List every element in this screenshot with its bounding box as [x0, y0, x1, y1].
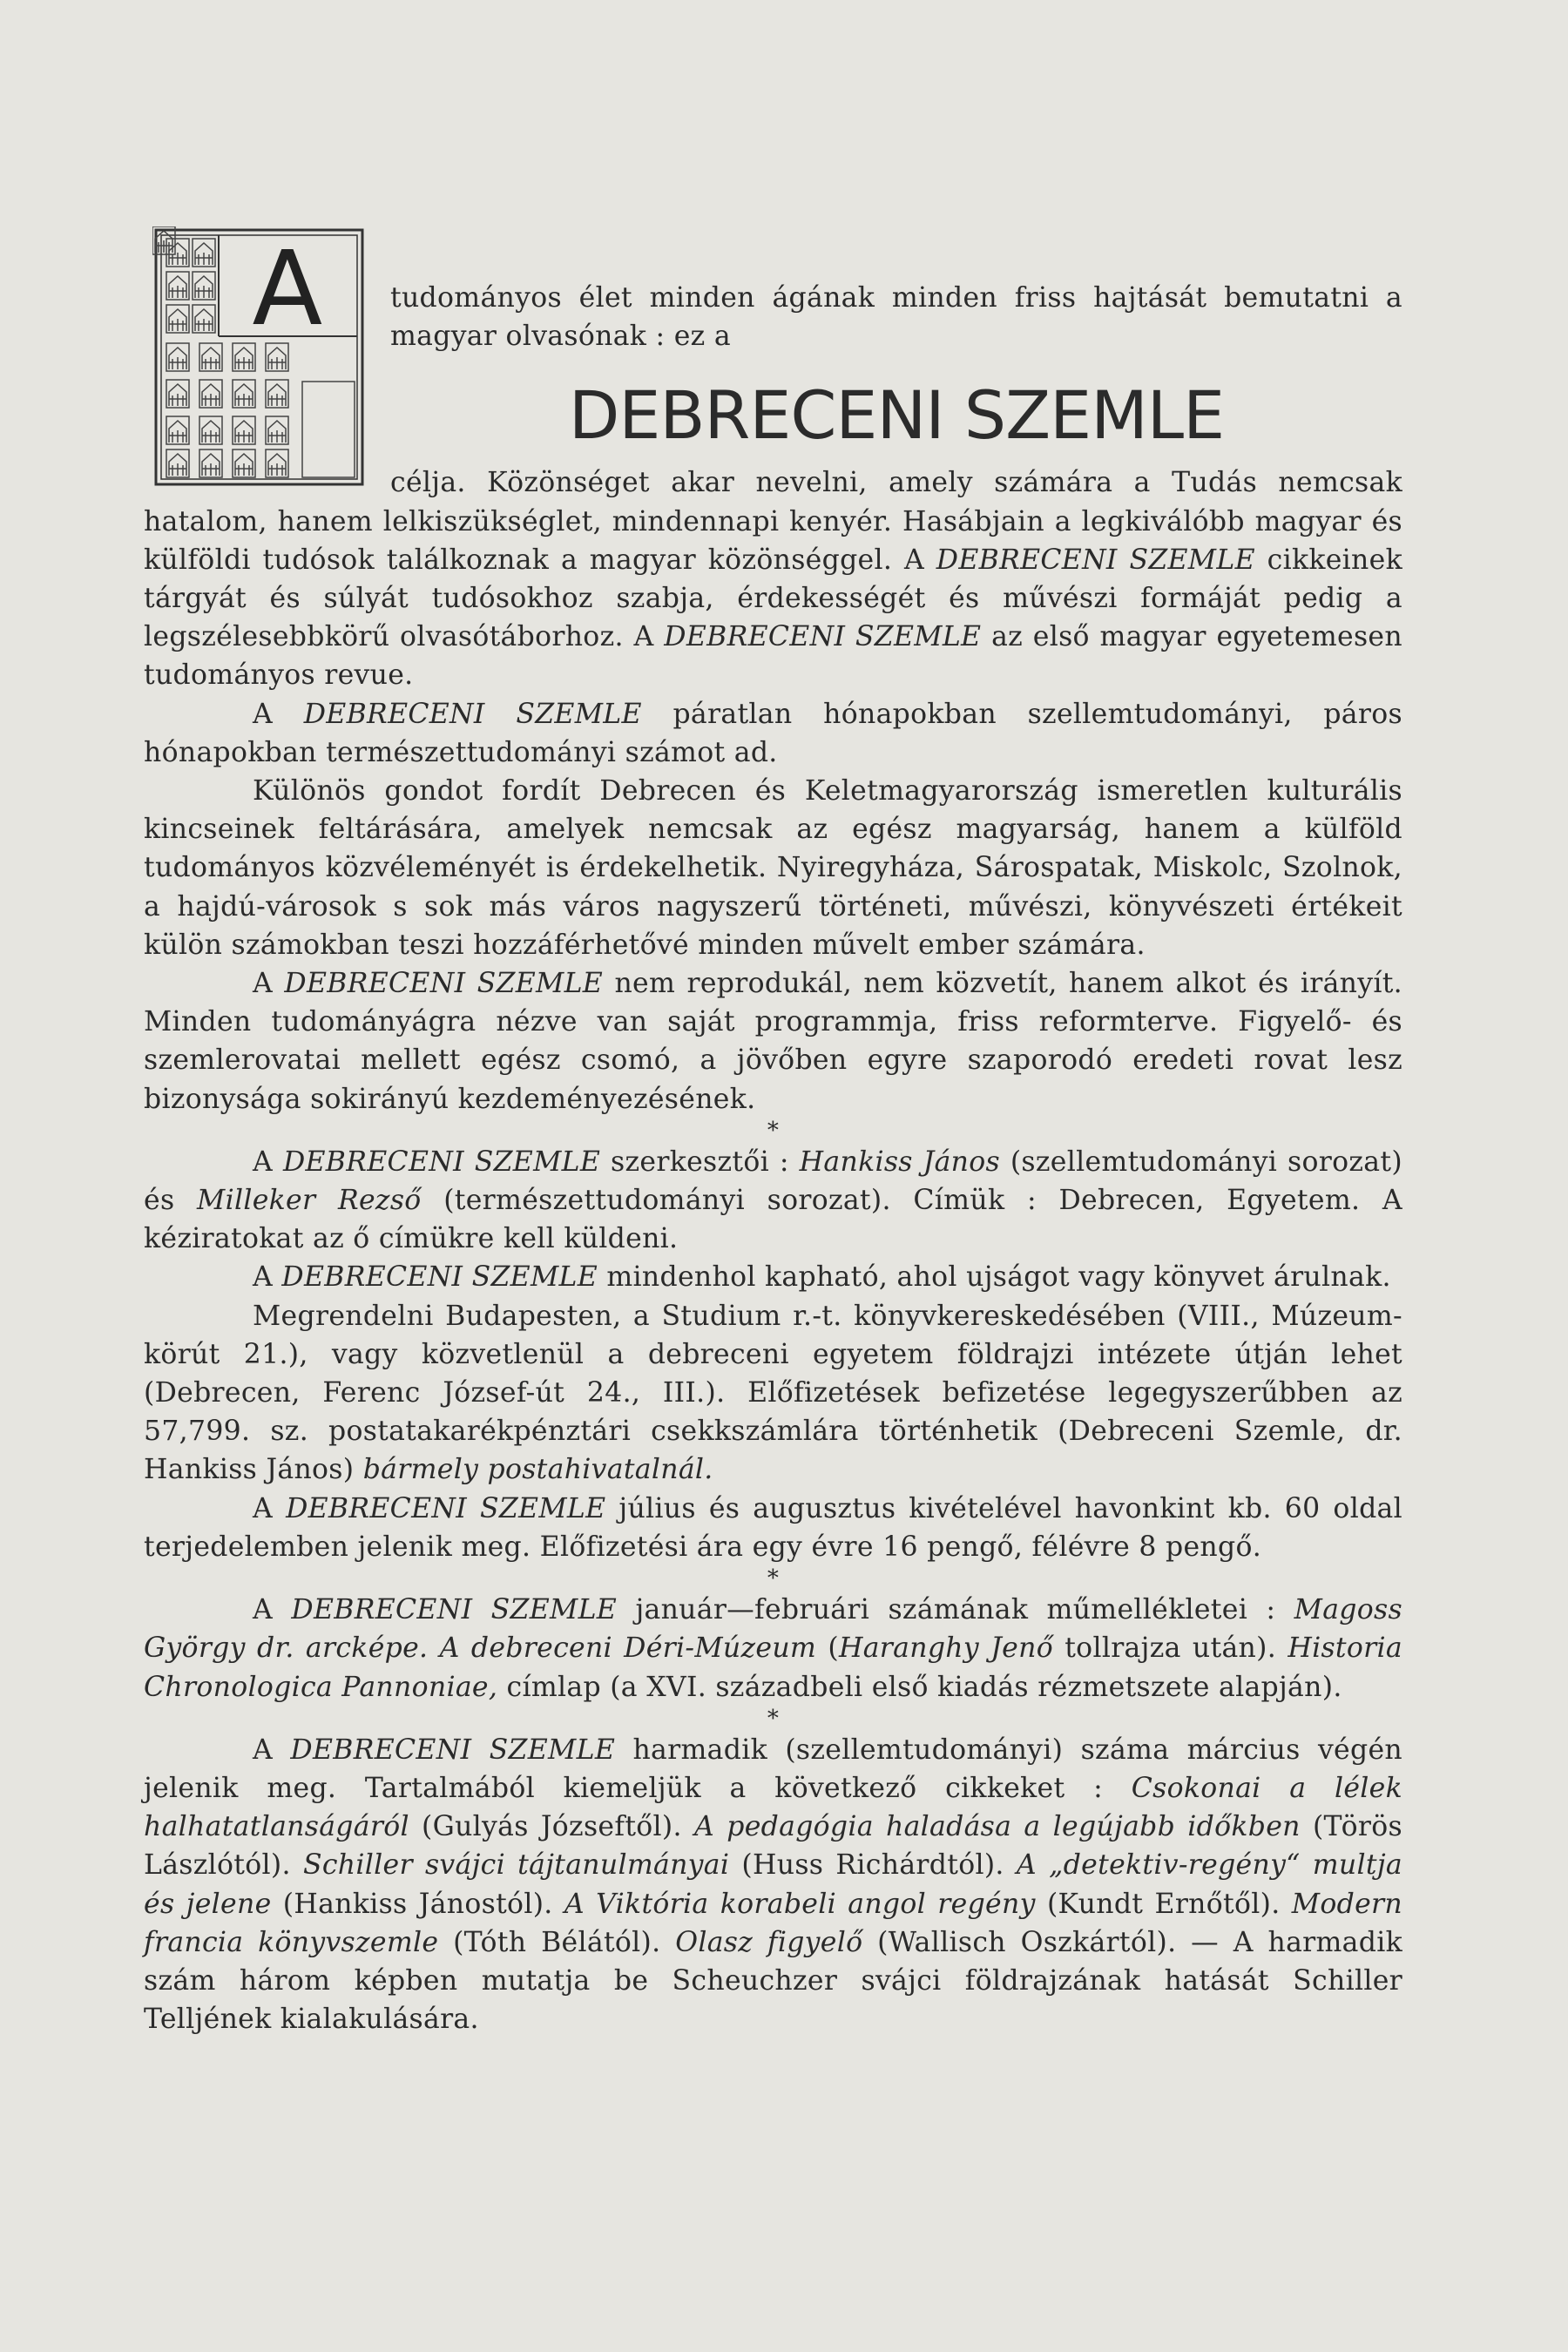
- paragraph-editors: A DEBRECENI SZEMLE szerkesztői : Hankiss János (szellemtudományi sorozat) és Milleker Rezső (természettudományi sorozat). Címük : Debrecen, Egyetem. A kéziratokat az ő címükre kell küldeni.: [144, 1146, 1402, 1255]
- section-asterisk: *: [767, 1705, 780, 1732]
- section-asterisk: *: [767, 1565, 780, 1592]
- paragraph-supplements: A DEBRECENI SZEMLE január—februári számának műmellékletei : Magoss György dr. arcképe. A debreceni Déri-Múzeum (Haranghy Jenő tollrajza után). Historia Chronologica Pannoniae, címlap (a XVI. századbeli első kiadás rézmetszete alapján).: [144, 1594, 1402, 1703]
- paragraph-subscription: A DEBRECENI SZEMLE július és augusztus kivételével havonkint kb. 60 oldal terjedelemben jelenik meg. Előfizetési ára egy évre 16 pengő, félévre 8 pengő.: [144, 1492, 1402, 1563]
- paragraph-program: A DEBRECENI SZEMLE nem reprodukál, nem közvetít, hanem alkot és irányít. Minden tudományágra nézve van saját programmja, friss reformterve. Figyelő- és szemlerovatai mellett egész csomó, a jövőben egyre szaporodó eredeti rovat lesz bizonysága sokirányú kezdeményezésének.: [144, 968, 1402, 1115]
- paragraph-regional: Különös gondot fordít Debrecen és Keletmagyarország ismeretlen kulturális kincseinek feltárására, amelyek nemcsak az egész magyarság, hanem a külföld tudományos közvéleményét is érdekelhetik. Nyiregyháza, Sárospatak, Miskolc, Szolnok, a hajdú-városok s sok más város nagyszerű történeti, művészi, könyvészeti értékeit külön számokban teszi hozzáférhetővé minden művelt ember számára.: [144, 775, 1402, 961]
- intro-paragraph: célja. Közönséget akar nevelni, amely számára a Tudás nemcsak hatalom, hanem lelkiszükséglet, mindennapi kenyér. Hasábjain a legkiválóbb magyar és külföldi tudósok találkoznak a magyar közönséggel. A DEBRECENI SZEMLE cikkeinek tárgyát és súlyát tudósokhoz szabja, érdekességét és művészi formáját pedig a legszélesebbkörű olvasótáborhoz. A DEBRECENI SZEMLE az első magyar egyetemesen tudományos revue.: [144, 467, 1402, 692]
- paragraph-schedule: A DEBRECENI SZEMLE páratlan hónapokban szellemtudományi, páros hónapokban természettudományi számot ad.: [144, 698, 1402, 768]
- intro-first-line: tudományos élet minden ágának minden friss hajtását bemutatni a magyar olvasónak : ez a: [390, 282, 1402, 353]
- body-text: [144, 228, 1402, 2038]
- paragraph-contents: A DEBRECENI SZEMLE harmadik (szellemtudományi) száma március végén jelenik meg. Tartalmából kiemeljük a következő cikkeket : Csokonai a lélek halhatatlanságáról (Gulyás Józseftől). A pedagógia haladása a legújabb időkben (Törös Lászlótól). Schiller svájci tájtanulmányai (Huss Richárdtól). A „detektiv-regény“ multja és jelene (Hankiss Jánostól). A Viktória korabeli angol regény (Kundt Ernőtől). Modern francia könyvszemle (Tóth Bélától). Olasz figyelő (Wallisch Oszkártól). — A harmadik szám három képben mutatja be Scheuchzer svájci földrajzának hatását Schiller Telljének kialakulására.: [144, 1734, 1402, 2036]
- dropcap-letter: A: [252, 228, 323, 348]
- masthead-title: DEBRECENI SZEMLE: [568, 376, 1225, 455]
- ornamental-initial: [152, 226, 366, 488]
- section-asterisk: *: [767, 1117, 780, 1144]
- paragraph-availability: A DEBRECENI SZEMLE mindenhol kapható, ahol ujságot vagy könyvet árulnak.: [253, 1261, 1391, 1294]
- paragraph-ordering: Megrendelni Budapesten, a Studium r.-t. könyvkereskedésében (VIII., Múzeum-körút 21.), vagy közvetlenül a debreceni egyetem földrajzi intézete útján lehet (Debrecen, Ferenc József-út 24., III.). Előfizetések befizetése legegyszerűbben az 57,799. sz. postatakarékpénztári csekkszámlára történhetik (Debreceni Szemle, dr. Hankiss János) bármely postahivatalnál.: [144, 1300, 1402, 1486]
